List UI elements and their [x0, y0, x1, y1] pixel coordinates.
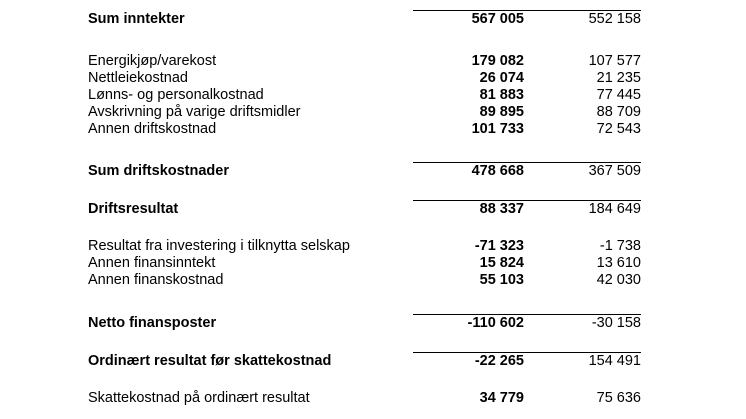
row-ordinaert-resultat-for-skatt — [0, 353, 746, 370]
current-year-value: 15 824 — [479, 255, 524, 271]
previous-year-value: 13 610 — [596, 255, 641, 271]
row-label: Energikjøp/varekost — [88, 53, 217, 69]
row-label: Sum inntekter — [88, 11, 185, 27]
row-label: Sum driftskostnader — [88, 163, 229, 179]
row-label: Annen driftskostnad — [88, 121, 217, 137]
previous-year-value: 77 445 — [596, 87, 641, 103]
current-year-value: 34 779 — [479, 390, 524, 406]
current-year-value: 567 005 — [471, 11, 524, 27]
previous-year-value: -1 738 — [599, 238, 641, 254]
row-label: Ordinært resultat før skattekostnad — [88, 353, 332, 369]
current-year-value: 88 337 — [479, 201, 524, 217]
row-label: Netto finansposter — [88, 315, 217, 331]
previous-year-value: 21 235 — [596, 70, 641, 86]
row-skattekostnad — [0, 390, 746, 407]
previous-year-value: -30 158 — [591, 315, 641, 331]
row-energikjop — [0, 53, 746, 70]
current-year-value: 55 103 — [479, 272, 524, 288]
previous-year-value: 107 577 — [588, 53, 641, 69]
current-year-value: 101 733 — [471, 121, 524, 137]
row-nettleiekostnad — [0, 70, 746, 87]
previous-year-value: 367 509 — [588, 163, 641, 179]
row-label: Resultat fra investering i tilknytta selskap — [88, 238, 350, 254]
previous-year-value: 154 491 — [588, 353, 641, 369]
row-label: Lønns- og personalkostnad — [88, 87, 264, 103]
row-label: Nettleiekostnad — [88, 70, 188, 86]
row-label: Driftsresultat — [88, 201, 179, 217]
current-year-value: 179 082 — [471, 53, 524, 69]
row-resultat-tilknytta-selskap — [0, 238, 746, 255]
current-year-value: -110 602 — [467, 315, 524, 331]
row-netto-finansposter — [0, 315, 746, 332]
row-avskrivning — [0, 104, 746, 121]
row-annen-driftskostnad — [0, 121, 746, 138]
row-lonns-personalkostnad — [0, 87, 746, 104]
row-sum-driftskostnader — [0, 163, 746, 180]
previous-year-value: 184 649 — [588, 201, 641, 217]
current-year-value: 81 883 — [479, 87, 524, 103]
previous-year-value: 42 030 — [596, 272, 641, 288]
row-label: Avskrivning på varige driftsmidler — [88, 104, 301, 120]
row-label: Annen finansinntekt — [88, 255, 216, 271]
row-label: Annen finanskostnad — [88, 272, 224, 288]
current-year-value: 26 074 — [479, 70, 524, 86]
current-year-value: -71 323 — [474, 238, 524, 254]
current-year-value: -22 265 — [474, 353, 524, 369]
row-sum-inntekter — [0, 11, 746, 28]
row-annen-finansinntekt — [0, 255, 746, 272]
previous-year-value: 72 543 — [596, 121, 641, 137]
row-annen-finanskostnad — [0, 272, 746, 289]
current-year-value: 89 895 — [479, 104, 524, 120]
row-label: Skattekostnad på ordinært resultat — [88, 390, 310, 406]
previous-year-value: 552 158 — [588, 11, 641, 27]
previous-year-value: 75 636 — [596, 390, 641, 406]
previous-year-value: 88 709 — [596, 104, 641, 120]
current-year-value: 478 668 — [471, 163, 524, 179]
row-driftsresultat — [0, 201, 746, 218]
